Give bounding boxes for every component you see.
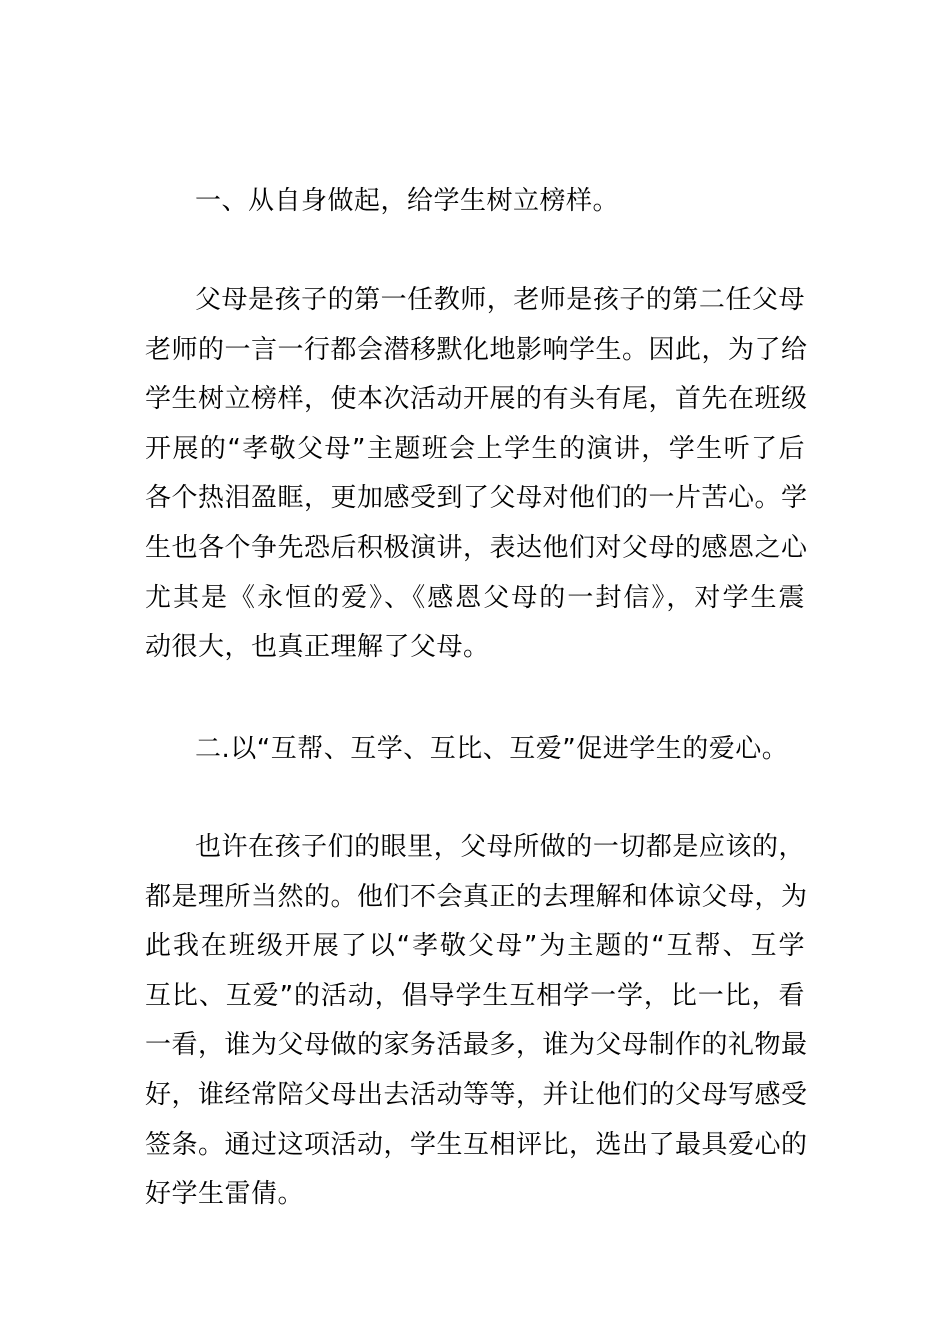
- paragraph-line: 一看，谁为父母做的家务活最多，谁为父母制作的礼物最: [145, 1030, 808, 1061]
- paragraph-line: 互比、互爱”的活动，倡导学生互相学一学，比一比，看: [145, 980, 805, 1011]
- paragraph-line: 此我在班级开展了以“孝敬父母”为主题的“互帮、互学: [145, 931, 805, 962]
- paragraph-line: 父母是孩子的第一任教师，老师是孩子的第二任父母: [195, 285, 805, 315]
- section-1-heading: 一、从自身做起，给学生树立榜样。: [195, 186, 620, 216]
- paragraph-line: 都是理所当然的。他们不会真正的去理解和体谅父母，为: [145, 881, 808, 912]
- paragraph-line: 好，谁经常陪父母出去活动等等，并让他们的父母写感受: [145, 1079, 808, 1110]
- paragraph-line: 签条。通过这项活动，学生互相评比，选出了最具爱心的: [145, 1129, 808, 1160]
- paragraph-line: 开展的“孝敬父母”主题班会上学生的演讲，学生听了后: [145, 433, 805, 464]
- paragraph-line: 各个热泪盈眶，更加感受到了父母对他们的一片苦心。学: [145, 483, 808, 514]
- paragraph-line: 老师的一言一行都会潜移默化地影响学生。因此，为了给: [145, 334, 808, 365]
- section-1-paragraph: [145, 276, 808, 673]
- paragraph-line: 动很大，也真正理解了父母。: [145, 632, 490, 663]
- paragraph-line: 学生树立榜样，使本次活动开展的有头有尾，首先在班级: [145, 384, 808, 415]
- paragraph-line: 尤其是《永恒的爱》、《感恩父母的一封信》，对学生震: [145, 582, 805, 613]
- section-2-paragraph: [145, 823, 808, 1220]
- paragraph-line: 也许在孩子们的眼里，父母所做的一切都是应该的，: [195, 832, 805, 862]
- section-2-heading: 二.以“互帮、互学、互比、互爱”促进学生的爱心。: [195, 734, 789, 764]
- paragraph-line: 生也各个争先恐后积极演讲，表达他们对父母的感恩之心: [145, 532, 808, 563]
- paragraph-line: 好学生雷倩。: [145, 1179, 305, 1210]
